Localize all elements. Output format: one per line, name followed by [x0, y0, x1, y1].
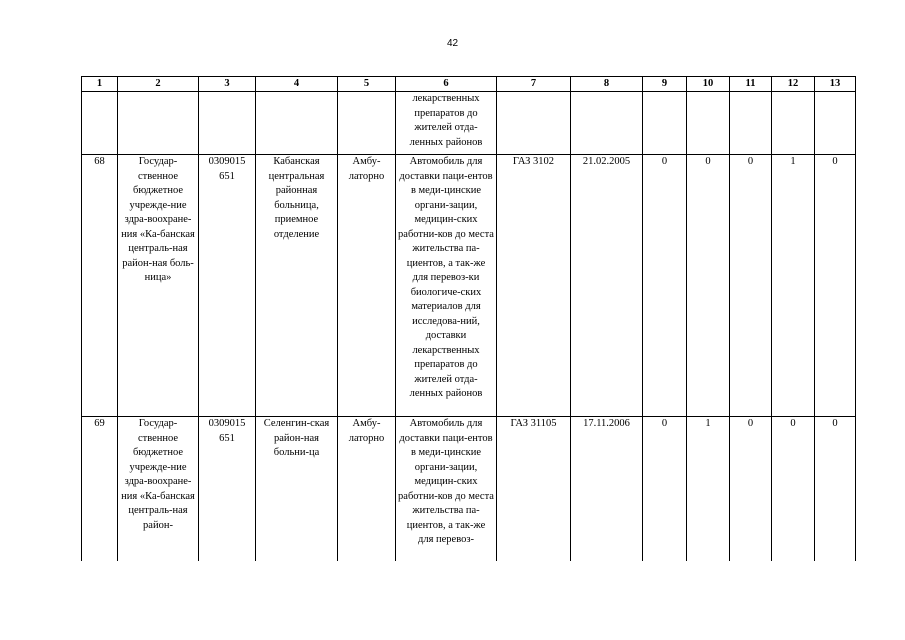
purpose-cell: Автомобиль для доставки паци-ентов в меди-цинские органи-зации, медицин-ских работни-ков до места жительства па-циентов, а так-же для перевоз-ки биологиче-ских материалов для исследова-ний, доставки лекарственных препаратов до жителей отда-ленных районов: [396, 155, 497, 417]
table-cell: [815, 92, 856, 155]
value-cell: 1: [687, 417, 730, 562]
purpose-cell: Автомобиль для доставки паци-ентов в меди-цинские органи-зации, медицин-ских работни-ков до места жительства па-циентов, а так-же для перевоз-: [396, 417, 497, 562]
header-cell: 2: [118, 77, 199, 92]
value-cell: 0: [772, 417, 815, 562]
unit-cell: Кабанская центральная районная больница, приемное отделение: [256, 155, 338, 417]
table-cell: [687, 92, 730, 155]
table-cell: [118, 92, 199, 155]
vehicle-table: [81, 76, 856, 561]
row-number-cell: 69: [82, 417, 118, 562]
care-type-cell: Амбу-латорно: [338, 155, 396, 417]
unit-cell: Селенгин-ская район-ная больни-ца: [256, 417, 338, 562]
header-cell: 3: [199, 77, 256, 92]
code-cell: 0309015 651: [199, 417, 256, 562]
value-cell: 0: [730, 155, 772, 417]
header-cell: 13: [815, 77, 856, 92]
table-cell: [199, 92, 256, 155]
vehicle-model-cell: ГАЗ 31105: [497, 417, 571, 562]
table-row: [82, 417, 856, 562]
value-cell: 0: [643, 417, 687, 562]
value-cell: 0: [730, 417, 772, 562]
table-cell: [256, 92, 338, 155]
header-cell: 10: [687, 77, 730, 92]
header-cell: 6: [396, 77, 497, 92]
code-cell: 0309015 651: [199, 155, 256, 417]
table-cell: [571, 92, 643, 155]
value-cell: 0: [815, 417, 856, 562]
organization-cell: Государ-ственное бюджетное учрежде-ние здра-воохране-ния «Ка-банская централь-ная район-ная боль-ница»: [118, 155, 199, 417]
continuation-row: [82, 92, 856, 155]
value-cell: 0: [687, 155, 730, 417]
value-cell: 0: [643, 155, 687, 417]
header-cell: 1: [82, 77, 118, 92]
row-number-cell: 68: [82, 155, 118, 417]
table-cell: [643, 92, 687, 155]
table-cell: [772, 92, 815, 155]
value-cell: 1: [772, 155, 815, 417]
header-cell: 5: [338, 77, 396, 92]
header-cell: 11: [730, 77, 772, 92]
header-cell: 4: [256, 77, 338, 92]
header-cell: 7: [497, 77, 571, 92]
table-cell: [82, 92, 118, 155]
care-type-cell: Амбу-латорно: [338, 417, 396, 562]
header-cell: 9: [643, 77, 687, 92]
date-cell: 17.11.2006: [571, 417, 643, 562]
header-cell: 12: [772, 77, 815, 92]
table-row: [82, 155, 856, 417]
purpose-cell: лекарственных препаратов до жителей отда-ленных районов: [396, 92, 497, 155]
value-cell: 0: [815, 155, 856, 417]
organization-cell: Государ-ственное бюджетное учрежде-ние здра-воохране-ния «Ка-банская централь-ная район-: [118, 417, 199, 562]
vehicle-model-cell: ГАЗ 3102: [497, 155, 571, 417]
column-number-header: [82, 77, 856, 92]
table-cell: [497, 92, 571, 155]
page-number: 42: [446, 38, 459, 49]
table-cell: [338, 92, 396, 155]
header-cell: 8: [571, 77, 643, 92]
table-cell: [730, 92, 772, 155]
date-cell: 21.02.2005: [571, 155, 643, 417]
